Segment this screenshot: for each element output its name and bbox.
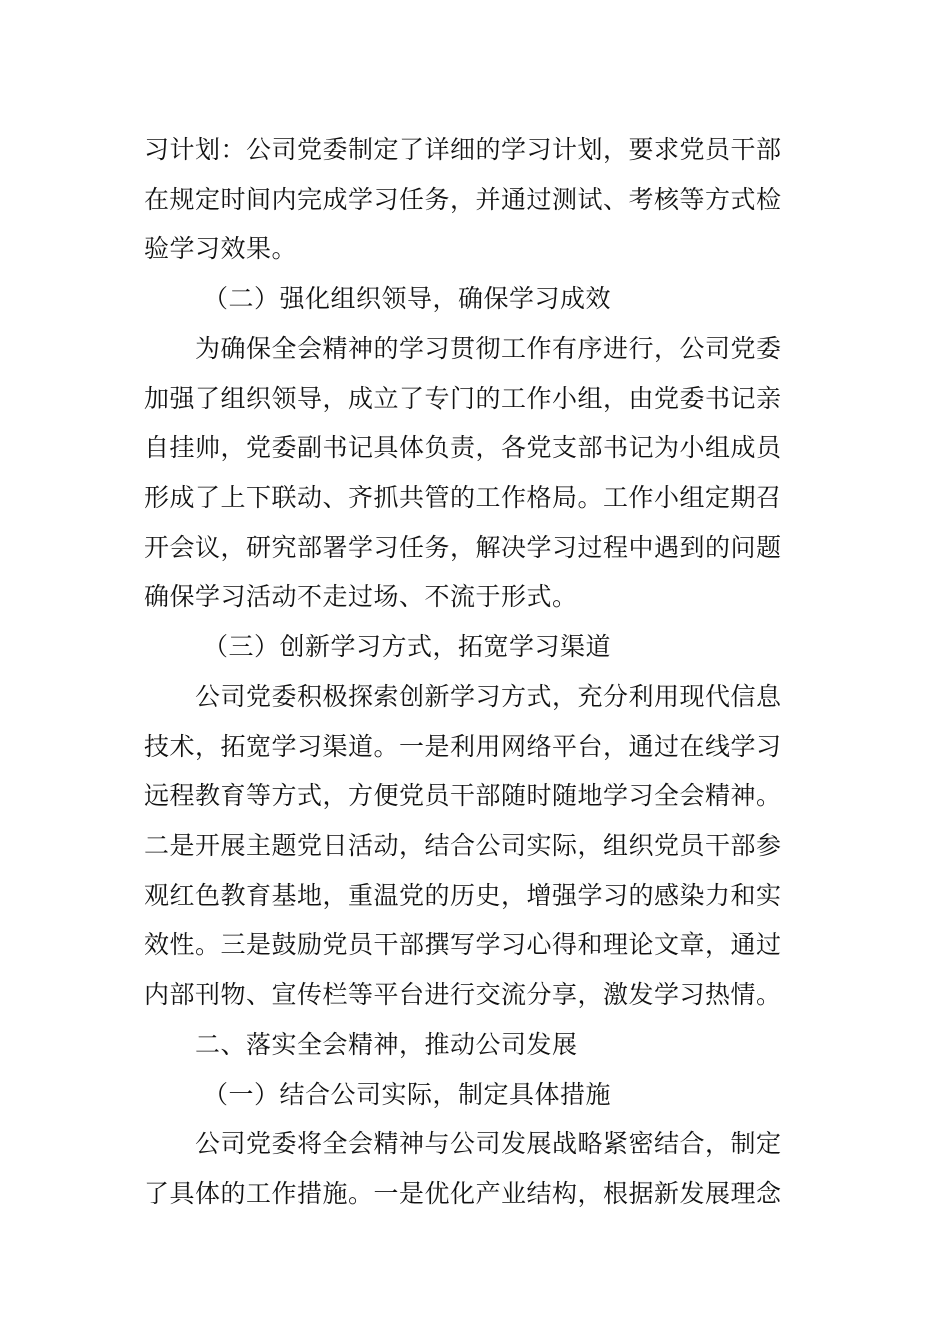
section-heading: （二）强化组织领导，确保学习成效 [203, 284, 612, 313]
body-text-line: 确保学习活动不走过场、不流于形式。 [144, 582, 578, 611]
body-text-line: 自挂帅，党委副书记具体负责，各党支部书记为小组成员 [144, 433, 782, 462]
section-heading: （一）结合公司实际，制定具体措施 [203, 1080, 612, 1109]
body-text-line: 了具体的工作措施。一是优化产业结构，根据新发展理念 [144, 1179, 782, 1208]
body-text-line: 观红色教育基地，重温党的历史，增强学习的感染力和实 [144, 881, 782, 910]
body-text-line: 技术，拓宽学习渠道。一是利用网络平台，通过在线学习 [144, 732, 782, 761]
chapter-heading: 二、落实全会精神，推动公司发展 [195, 1030, 578, 1059]
body-text-line: 远程教育等方式，方便党员干部随时随地学习全会精神。 [144, 781, 782, 810]
body-text-line: 效性。三是鼓励党员干部撰写学习心得和理论文章，通过 [144, 930, 782, 959]
body-text-line: 开会议，研究部署学习任务，解决学习过程中遇到的问题 [144, 533, 782, 562]
body-text-line: 验学习效果。 [144, 234, 298, 263]
body-text-line: 二是开展主题党日活动，结合公司实际，组织党员干部参 [144, 831, 782, 860]
body-text-line: 加强了组织领导，成立了专门的工作小组，由党委书记亲 [144, 384, 782, 413]
body-text-line: 习计划：公司党委制定了详细的学习计划，要求党员干部 [144, 135, 782, 164]
body-text-line: 形成了上下联动、齐抓共管的工作格局。工作小组定期召 [144, 483, 782, 512]
paragraph-first-line: 公司党委将全会精神与公司发展战略紧密结合，制定 [195, 1129, 782, 1158]
body-text-line: 内部刊物、宣传栏等平台进行交流分享，激发学习热情。 [144, 980, 782, 1009]
section-heading: （三）创新学习方式，拓宽学习渠道 [203, 632, 612, 661]
paragraph-first-line: 公司党委积极探索创新学习方式，充分利用现代信息 [195, 682, 782, 711]
paragraph-first-line: 为确保全会精神的学习贯彻工作有序进行，公司党委 [195, 334, 782, 363]
body-text-line: 在规定时间内完成学习任务，并通过测试、考核等方式检 [144, 185, 782, 214]
